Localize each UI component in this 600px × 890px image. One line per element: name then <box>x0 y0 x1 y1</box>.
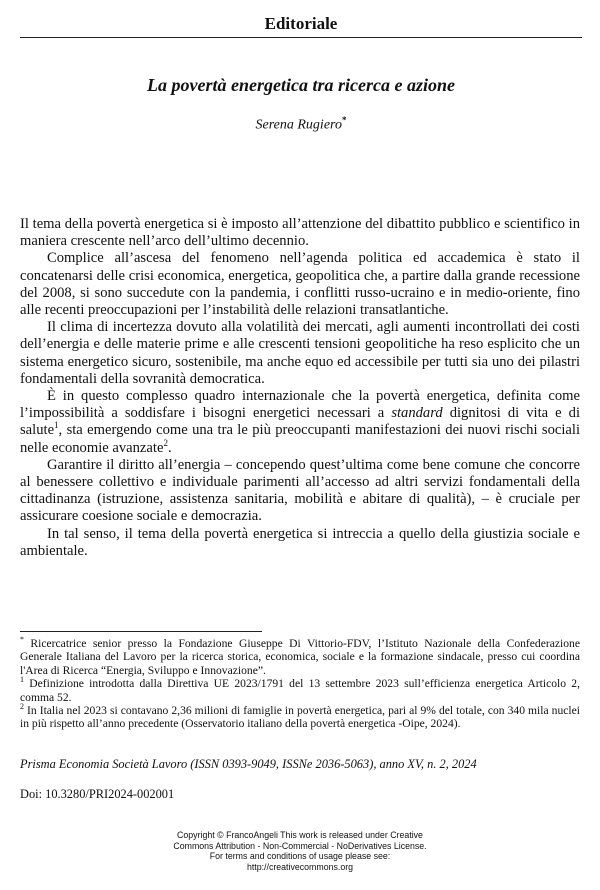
author-footnote-mark: * <box>341 115 347 125</box>
article-title: La povertà energetica tra ricerca e azione <box>147 75 455 95</box>
journal-citation: Prisma Economia Società Lavoro (ISSN 0393-9049, ISSNe 2036-5063), anno XV, n. 2, 2024 <box>20 757 477 771</box>
footnote-1-text: Definizione introdotta dalla Direttiva UE 2023/1791 del 13 settembre 2023 sull’efficienza energetica Articolo 2, comma 52. <box>20 677 580 704</box>
footnote-rule <box>20 631 262 632</box>
footnote-1-mark: 1 <box>20 675 24 685</box>
footnote-author-mark: * <box>20 635 24 645</box>
copyright-line-2: Commons Attribution - Non-Commercial - NoDerivatives License. <box>173 840 427 851</box>
article-body <box>20 216 580 560</box>
copyright-link[interactable]: http://creativecommons.org <box>246 861 354 872</box>
paragraph-4-text-c: , sta emergendo come una tra le più preoccupanti manifestazioni dei nuovi rischi sociali nelle economie avanzate <box>20 422 580 456</box>
author-name: Serena Rugiero <box>255 117 342 133</box>
paragraph-4 <box>20 388 580 457</box>
paragraph-3: Il clima di incertezza dovuto alla volatilità dei mercati, agli aumenti incontrollati dei costi dell’energia e delle materie prime e alle crescenti tensioni geopolitiche ha reso esplicito che un sistema energetico sicuro, sostenibile, ma anche equo ed accessibile per tutti sia uno dei pilastri fondamentali della sovranità democratica. <box>20 319 580 387</box>
copyright-line-3: For terms and conditions of usage please see: <box>209 851 391 861</box>
footnote-author-text: Ricercatrice senior presso la Fondazione Giuseppe Di Vittorio-FDV, l’Istituto Nazionale della Confederazione Generale Italiana del Lavoro per la ricerca storica, economica, sociale e la formazione sindacale, presso cui coordina l'Area di Ricerca “Energia, Sviluppo e Innovazione”. <box>20 637 580 677</box>
paragraph-4-text-b: dignitosi di vita e di salute <box>20 405 580 439</box>
footnote-2 <box>20 704 580 731</box>
copyright-notice <box>100 830 500 872</box>
paragraph-5: Garantire il diritto all’energia – concependo quest’ultima come bene comune che concorre al benessere collettivo e individuale parimenti all’accesso ad altri servizi fondamentali della cittadinanza (istruzione, assistenza sanitaria, mobilità e abitare di qualità), – è cruciale per assicurare coesione sociale e democrazia. <box>20 456 580 525</box>
paragraph-2: Complice all’ascesa del fenomeno nell’agenda politica ed accademica è stato il concatenarsi delle crisi economica, energetica, geopolitica che, a partire dalla grande recessione del 2008, si sono succedute con la pandemia, i conflitti russo-ucraino e in medio-oriente, fino alle recenti preoccupazioni per l’instabilità delle relazioni transatlantiche. <box>20 250 580 319</box>
paragraph-4-emphasis: standard <box>391 405 443 422</box>
article-author <box>20 115 582 134</box>
footnote-2-text: In Italia nel 2023 si contavano 2,36 milioni di famiglie in povertà energetica, pari al 9% del totale, con 340 mila nuclei in più rispetto all’anno precedente (Osservatorio italiano della povertà energetica -Oipe, 2024). <box>20 704 580 731</box>
paragraph-6: In tal senso, il tema della povertà energetica si intreccia a quello della giustizia sociale e ambientale. <box>20 525 580 559</box>
copyright-line-1: Copyright © FrancoAngeli This work is released under Creative <box>177 830 423 840</box>
paragraph-4-text-a: È in questo complesso quadro internazionale che la povertà energetica, definita come l’impossibilità a soddisfare i bisogni energetici necessari a <box>20 388 580 422</box>
footnote-ref-2[interactable]: 2 <box>163 437 168 448</box>
footnote-ref-1[interactable]: 1 <box>54 420 59 431</box>
header-rule <box>20 37 582 38</box>
footnotes <box>20 637 580 731</box>
footnote-1 <box>20 677 580 704</box>
paragraph-1: Il tema della povertà energetica si è imposto all’attenzione del dibattito pubblico e scientifico in maniera crescente nell’arco dell’ultimo decennio. <box>20 216 580 250</box>
footnote-author <box>20 637 580 677</box>
section-header: Editoriale <box>264 14 338 33</box>
footnote-2-mark: 2 <box>20 702 24 712</box>
doi: Doi: 10.3280/PRI2024-002001 <box>20 787 175 801</box>
paragraph-4-text-d: . <box>167 439 172 456</box>
